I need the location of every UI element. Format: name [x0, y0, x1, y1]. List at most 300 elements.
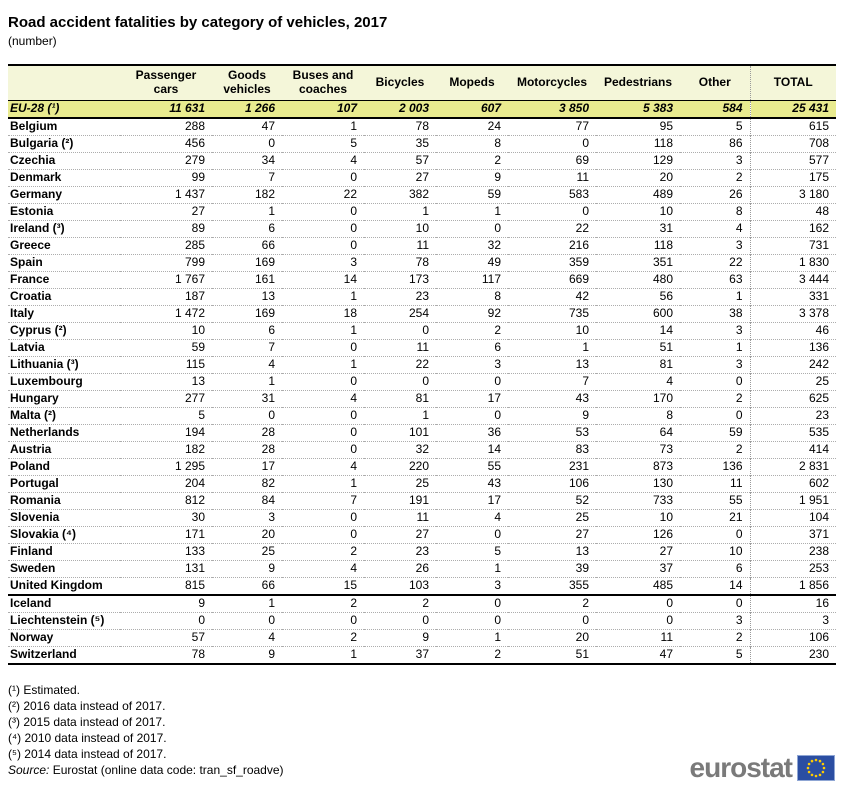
- value-cell: 220: [408, 459, 429, 474]
- value-cell: 2: [735, 630, 743, 645]
- header-row: [8, 65, 836, 100]
- value-cell: 0: [422, 323, 429, 338]
- value-cell: 11: [416, 510, 429, 525]
- row-label: Ireland (³): [10, 221, 65, 236]
- value-cell: 1 266: [244, 101, 275, 116]
- value-cell: 5: [198, 408, 205, 423]
- value-cell: 0: [494, 596, 501, 611]
- value-cell: 84: [261, 493, 275, 508]
- value-cell: 1: [350, 289, 357, 304]
- value-cell: 2: [582, 596, 589, 611]
- total-value-cell: 3 180: [750, 186, 836, 203]
- value-cell: 0: [582, 136, 589, 151]
- value-cell: 20: [261, 527, 275, 542]
- total-value-cell: 535: [750, 424, 836, 441]
- value-cell: 17: [487, 493, 501, 508]
- value-cell: 101: [408, 425, 429, 440]
- value-cell: 583: [568, 187, 589, 202]
- value-cell: 0: [350, 374, 357, 389]
- total-value-cell: 46: [750, 322, 836, 339]
- value-cell: 27: [415, 527, 429, 542]
- value-cell: 1: [350, 647, 357, 662]
- value-cell: 1: [268, 374, 275, 389]
- value-cell: 51: [575, 647, 589, 662]
- footnote: (³) 2015 data instead of 2017.: [8, 714, 166, 729]
- value-cell: 0: [350, 527, 357, 542]
- table-row: [8, 237, 836, 254]
- table-row: [8, 577, 836, 595]
- value-cell: 480: [652, 272, 673, 287]
- row-label: Luxembourg: [10, 374, 83, 389]
- value-cell: 7: [582, 374, 589, 389]
- value-cell: 204: [184, 476, 205, 491]
- total-value-cell: 2 831: [750, 458, 836, 475]
- value-cell: 0: [350, 221, 357, 236]
- value-cell: 799: [184, 255, 205, 270]
- column-header: Pedestrians: [603, 74, 673, 89]
- column-header: Motorcycles: [516, 74, 588, 89]
- value-cell: 1: [494, 561, 501, 576]
- table-row: [8, 356, 836, 373]
- value-cell: 10: [415, 221, 429, 236]
- value-cell: 0: [350, 238, 357, 253]
- row-label: Norway: [10, 630, 54, 645]
- value-cell: 92: [487, 306, 501, 321]
- value-cell: 4: [350, 459, 357, 474]
- row-label: Germany: [10, 187, 63, 202]
- table-row: [8, 339, 836, 356]
- value-cell: 359: [568, 255, 589, 270]
- value-cell: 30: [191, 510, 205, 525]
- value-cell: 4: [494, 510, 501, 525]
- value-cell: 1: [350, 119, 357, 134]
- total-value-cell: 16: [750, 595, 836, 613]
- value-cell: 485: [652, 578, 673, 593]
- table-row: [8, 305, 836, 322]
- value-cell: 115: [185, 357, 205, 372]
- value-cell: 1: [350, 323, 357, 338]
- value-cell: 7: [268, 340, 275, 355]
- value-cell: 4: [268, 357, 275, 372]
- total-value-cell: 1 856: [750, 577, 836, 595]
- value-cell: 130: [652, 476, 673, 491]
- value-cell: 182: [254, 187, 275, 202]
- row-label: Estonia: [10, 204, 54, 219]
- value-cell: 28: [261, 442, 275, 457]
- value-cell: 13: [575, 357, 589, 372]
- value-cell: 131: [184, 561, 205, 576]
- total-value-cell: 371: [750, 526, 836, 543]
- value-cell: 56: [659, 289, 673, 304]
- row-label: Austria: [10, 442, 52, 457]
- value-cell: 11: [730, 476, 743, 491]
- value-cell: 17: [261, 459, 275, 474]
- total-value-cell: 1 830: [750, 254, 836, 271]
- value-cell: 0: [350, 510, 357, 525]
- row-label: Croatia: [10, 289, 52, 304]
- row-label: Czechia: [10, 153, 56, 168]
- value-cell: 1: [735, 340, 743, 355]
- column-header: Passenger cars: [135, 68, 197, 96]
- table-row: [8, 424, 836, 441]
- value-cell: 59: [729, 425, 743, 440]
- total-value-cell: 3 378: [750, 305, 836, 322]
- value-cell: 13: [261, 289, 275, 304]
- column-header: Other: [698, 74, 731, 89]
- total-value-cell: 253: [750, 560, 836, 577]
- value-cell: 0: [350, 408, 357, 423]
- total-value-cell: 625: [750, 390, 836, 407]
- value-cell: 600: [652, 306, 673, 321]
- row-label: Belgium: [10, 119, 58, 134]
- value-cell: 669: [568, 272, 589, 287]
- value-cell: 14: [487, 442, 501, 457]
- table-row: [8, 390, 836, 407]
- value-cell: 9: [268, 561, 275, 576]
- table-row: [8, 629, 836, 646]
- row-label: Hungary: [10, 391, 59, 406]
- value-cell: 1: [268, 596, 275, 611]
- table-header: [8, 65, 836, 100]
- value-cell: 1: [422, 408, 429, 423]
- value-cell: 0: [735, 527, 743, 542]
- total-value-cell: 48: [750, 203, 836, 220]
- value-cell: 351: [652, 255, 673, 270]
- value-cell: 1: [268, 204, 275, 219]
- value-cell: 25: [575, 510, 589, 525]
- value-cell: 607: [480, 101, 501, 116]
- value-cell: 31: [659, 221, 673, 236]
- value-cell: 23: [415, 544, 429, 559]
- value-cell: 11: [416, 238, 429, 253]
- value-cell: 77: [575, 119, 589, 134]
- value-cell: 27: [415, 170, 429, 185]
- value-cell: 59: [191, 340, 205, 355]
- value-cell: 1 767: [174, 272, 205, 287]
- value-cell: 42: [575, 289, 589, 304]
- value-cell: 0: [494, 527, 501, 542]
- table-row: [8, 646, 836, 664]
- value-cell: 2 003: [398, 101, 429, 116]
- value-cell: 26: [729, 187, 743, 202]
- value-cell: 52: [575, 493, 589, 508]
- value-cell: 0: [494, 221, 501, 236]
- value-cell: 55: [487, 459, 501, 474]
- value-cell: 0: [735, 408, 743, 423]
- value-cell: 277: [184, 391, 205, 406]
- table-row: [8, 322, 836, 339]
- value-cell: 254: [408, 306, 429, 321]
- total-value-cell: 3: [750, 612, 836, 629]
- value-cell: 187: [184, 289, 205, 304]
- value-cell: 57: [191, 630, 205, 645]
- value-cell: 9: [582, 408, 589, 423]
- fatalities-table: [8, 64, 836, 665]
- value-cell: 78: [191, 647, 205, 662]
- value-cell: 2: [350, 596, 357, 611]
- value-cell: 3: [268, 510, 275, 525]
- eurostat-logo: [690, 754, 835, 782]
- row-label-column-header: [8, 65, 120, 100]
- value-cell: 13: [575, 544, 589, 559]
- value-cell: 0: [422, 374, 429, 389]
- value-cell: 0: [494, 613, 501, 628]
- value-cell: 6: [268, 221, 275, 236]
- value-cell: 32: [415, 442, 429, 457]
- value-cell: 0: [350, 340, 357, 355]
- total-value-cell: 708: [750, 135, 836, 152]
- value-cell: 1: [350, 476, 357, 491]
- value-cell: 6: [494, 340, 501, 355]
- value-cell: 191: [408, 493, 429, 508]
- value-cell: 0: [735, 596, 743, 611]
- table-row: [8, 543, 836, 560]
- value-cell: 64: [659, 425, 673, 440]
- total-value-cell: 615: [750, 118, 836, 136]
- value-cell: 169: [254, 306, 275, 321]
- value-cell: 27: [191, 204, 205, 219]
- row-label: United Kingdom: [10, 578, 103, 593]
- value-cell: 4: [350, 153, 357, 168]
- value-cell: 9: [268, 647, 275, 662]
- total-value-cell: 3 444: [750, 271, 836, 288]
- value-cell: 47: [659, 647, 673, 662]
- value-cell: 0: [582, 204, 589, 219]
- value-cell: 3 850: [558, 101, 589, 116]
- row-label: Malta (²): [10, 408, 56, 423]
- value-cell: 355: [568, 578, 589, 593]
- page-subtitle: (number): [8, 34, 57, 48]
- value-cell: 99: [191, 170, 205, 185]
- total-value-cell: 238: [750, 543, 836, 560]
- value-cell: 489: [652, 187, 673, 202]
- row-label: Liechtenstein (⁵): [10, 613, 105, 628]
- total-value-cell: 104: [750, 509, 836, 526]
- value-cell: 17: [487, 391, 501, 406]
- value-cell: 95: [659, 119, 673, 134]
- value-cell: 2: [350, 630, 357, 645]
- value-cell: 34: [261, 153, 275, 168]
- value-cell: 5: [350, 136, 357, 151]
- value-cell: 31: [261, 391, 275, 406]
- value-cell: 0: [350, 442, 357, 457]
- value-cell: 13: [191, 374, 205, 389]
- total-value-cell: 577: [750, 152, 836, 169]
- value-cell: 11: [660, 630, 673, 645]
- value-cell: 5: [735, 119, 743, 134]
- table-row: [8, 288, 836, 305]
- value-cell: 288: [184, 119, 205, 134]
- value-cell: 38: [729, 306, 743, 321]
- value-cell: 47: [261, 119, 275, 134]
- total-value-cell: 602: [750, 475, 836, 492]
- value-cell: 4: [350, 391, 357, 406]
- value-cell: 28: [261, 425, 275, 440]
- eu-flag-icon: [797, 755, 835, 781]
- table-row: [8, 373, 836, 390]
- value-cell: 89: [191, 221, 205, 236]
- value-cell: 4: [735, 221, 743, 236]
- value-cell: 8: [735, 204, 743, 219]
- value-cell: 1: [494, 204, 501, 219]
- value-cell: 9: [198, 596, 205, 611]
- value-cell: 8: [494, 289, 501, 304]
- value-cell: 2: [422, 596, 429, 611]
- value-cell: 11: [576, 170, 589, 185]
- table-row: [8, 612, 836, 629]
- value-cell: 0: [198, 613, 205, 628]
- value-cell: 106: [568, 476, 589, 491]
- value-cell: 8: [666, 408, 673, 423]
- row-label: Spain: [10, 255, 43, 270]
- value-cell: 25: [261, 544, 275, 559]
- value-cell: 0: [494, 374, 501, 389]
- value-cell: 0: [268, 613, 275, 628]
- value-cell: 3: [350, 255, 357, 270]
- total-value-cell: 414: [750, 441, 836, 458]
- value-cell: 25: [415, 476, 429, 491]
- value-cell: 1: [422, 204, 429, 219]
- value-cell: 171: [184, 527, 205, 542]
- table-row: [8, 169, 836, 186]
- value-cell: 59: [487, 187, 501, 202]
- value-cell: 129: [652, 153, 673, 168]
- row-label: France: [10, 272, 50, 287]
- value-cell: 3: [494, 578, 501, 593]
- value-cell: 3: [735, 613, 743, 628]
- value-cell: 456: [184, 136, 205, 151]
- value-cell: 66: [261, 578, 275, 593]
- total-value-cell: 230: [750, 646, 836, 664]
- total-value-cell: 136: [750, 339, 836, 356]
- column-header: Goods vehicles: [223, 68, 271, 96]
- value-cell: 22: [343, 187, 357, 202]
- value-cell: 69: [575, 153, 589, 168]
- value-cell: 2: [350, 544, 357, 559]
- value-cell: 9: [422, 630, 429, 645]
- value-cell: 118: [653, 238, 673, 253]
- table-row: [8, 595, 836, 613]
- value-cell: 24: [487, 119, 501, 134]
- value-cell: 161: [254, 272, 275, 287]
- value-cell: 36: [487, 425, 501, 440]
- value-cell: 279: [184, 153, 205, 168]
- value-cell: 0: [735, 374, 743, 389]
- footnote: (¹) Estimated.: [8, 682, 81, 697]
- value-cell: 1 437: [174, 187, 205, 202]
- value-cell: 812: [184, 493, 205, 508]
- total-value-cell: 731: [750, 237, 836, 254]
- value-cell: 126: [652, 527, 673, 542]
- value-cell: 0: [666, 613, 673, 628]
- source-label: Source:: [8, 762, 50, 777]
- value-cell: 584: [722, 101, 743, 116]
- value-cell: 14: [659, 323, 673, 338]
- table-row: [8, 254, 836, 271]
- value-cell: 107: [336, 101, 357, 116]
- row-label: Cyprus (²): [10, 323, 67, 338]
- value-cell: 37: [659, 561, 673, 576]
- value-cell: 0: [350, 425, 357, 440]
- value-cell: 3: [494, 357, 501, 372]
- table-row: [8, 492, 836, 509]
- value-cell: 32: [487, 238, 501, 253]
- table-row: [8, 135, 836, 152]
- row-label: Iceland: [10, 596, 52, 611]
- total-value-cell: 25: [750, 373, 836, 390]
- value-cell: 4: [666, 374, 673, 389]
- value-cell: 14: [729, 578, 743, 593]
- value-cell: 4: [268, 630, 275, 645]
- table-row: [8, 152, 836, 169]
- value-cell: 6: [268, 323, 275, 338]
- value-cell: 83: [575, 442, 589, 457]
- value-cell: 10: [191, 323, 205, 338]
- value-cell: 0: [350, 170, 357, 185]
- table-row: [8, 458, 836, 475]
- total-value-cell: 242: [750, 356, 836, 373]
- value-cell: 73: [659, 442, 673, 457]
- value-cell: 5: [494, 544, 501, 559]
- value-cell: 0: [582, 613, 589, 628]
- value-cell: 2: [735, 391, 743, 406]
- value-cell: 51: [659, 340, 673, 355]
- value-cell: 81: [659, 357, 673, 372]
- value-cell: 27: [575, 527, 589, 542]
- value-cell: 15: [343, 578, 357, 593]
- value-cell: 194: [184, 425, 205, 440]
- total-value-cell: 23: [750, 407, 836, 424]
- value-cell: 1 472: [174, 306, 205, 321]
- value-cell: 27: [659, 544, 673, 559]
- value-cell: 2: [494, 153, 501, 168]
- value-cell: 2: [735, 170, 743, 185]
- value-cell: 0: [350, 613, 357, 628]
- column-header: Mopeds: [449, 74, 495, 89]
- value-cell: 57: [415, 153, 429, 168]
- value-cell: 6: [735, 561, 743, 576]
- row-label: Switzerland: [10, 647, 77, 662]
- value-cell: 10: [729, 544, 743, 559]
- row-label: Finland: [10, 544, 53, 559]
- value-cell: 5: [735, 647, 743, 662]
- value-cell: 21: [729, 510, 743, 525]
- value-cell: 1: [582, 340, 589, 355]
- value-cell: 118: [653, 136, 673, 151]
- value-cell: 43: [487, 476, 501, 491]
- page-title: Road accident fatalities by category of vehicles, 2017: [8, 14, 388, 31]
- row-label: EU-28 (¹): [10, 101, 60, 116]
- value-cell: 4: [350, 561, 357, 576]
- value-cell: 3: [735, 153, 743, 168]
- value-cell: 1: [735, 289, 743, 304]
- value-cell: 81: [415, 391, 429, 406]
- value-cell: 0: [666, 596, 673, 611]
- value-cell: 3: [735, 238, 743, 253]
- row-label: Denmark: [10, 170, 62, 185]
- footnotes: [8, 682, 836, 762]
- value-cell: 63: [729, 272, 743, 287]
- table-row: [8, 186, 836, 203]
- row-label: Italy: [10, 306, 35, 321]
- value-cell: 2: [494, 647, 501, 662]
- value-cell: 136: [722, 459, 743, 474]
- value-cell: 7: [350, 493, 357, 508]
- table-row: [8, 220, 836, 237]
- value-cell: 285: [184, 238, 205, 253]
- row-label: Portugal: [10, 476, 59, 491]
- value-cell: 11 631: [169, 101, 205, 116]
